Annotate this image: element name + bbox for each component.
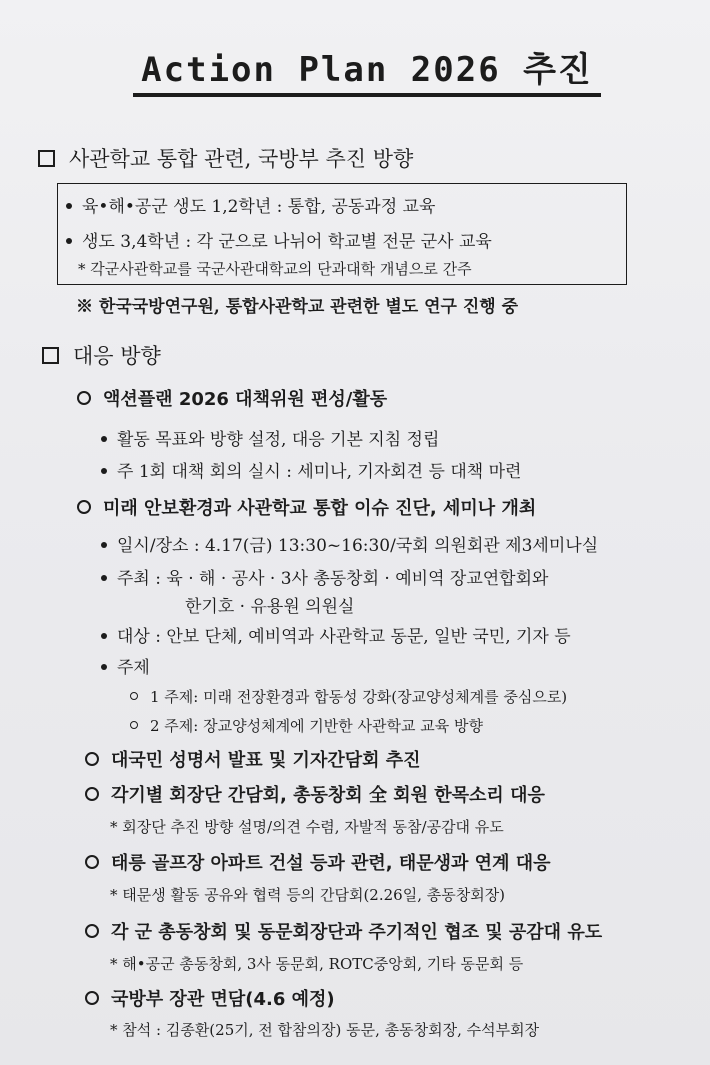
bullet-icon	[101, 468, 107, 474]
circle-bullet-icon	[85, 991, 99, 1005]
subsection-title: 국방부 장관 면담(4.6 예정)	[85, 985, 335, 1011]
circle-bullet-icon	[85, 924, 99, 938]
bullet-icon	[66, 203, 72, 209]
bullet-icon	[101, 542, 107, 548]
subsection-title: 각 군 총동창회 및 동문회장단과 주기적인 협조 및 공감대 유도	[85, 918, 602, 944]
circle-bullet-icon	[77, 391, 91, 405]
document-title: Action Plan 2026 추진	[0, 42, 710, 97]
list-item: 생도 3,4학년 : 각 군으로 나뉘어 학교별 전문 군사 교육	[66, 227, 492, 252]
subsection-title: 미래 안보환경과 사관학교 통합 이슈 진단, 세미나 개최	[77, 494, 536, 520]
bullet-icon	[101, 633, 107, 639]
bullet-icon	[101, 436, 107, 442]
note-item: * 회장단 추진 방향 설명/의견 수렴, 자발적 동참/공감대 유도	[110, 818, 504, 836]
note-item: * 태문생 활동 공유와 협력 등의 간담회(2.26일, 총동창회장)	[110, 886, 506, 904]
list-item: 주최 : 육 · 해 · 공사 · 3사 총동창회 · 예비역 장교연합회와	[101, 564, 548, 589]
small-circle-icon	[130, 721, 138, 729]
list-item: 육•해•공군 생도 1,2학년 : 통합, 공동과정 교육	[66, 192, 435, 217]
subsection-title: 태릉 골프장 아파트 건설 등과 관련, 태문생과 연계 대응	[85, 849, 551, 875]
subsection-title: 각기별 회장단 간담회, 총동창회 全 회원 한목소리 대응	[85, 781, 545, 807]
note-item: * 해•공군 총동창회, 3사 동문회, ROTC중앙회, 기타 동문회 등	[110, 955, 524, 973]
topic-item: 1 주제: 미래 전장환경과 합동성 강화(장교양성체계를 중심으로)	[130, 686, 567, 707]
circle-bullet-icon	[85, 855, 99, 869]
list-item-continuation: 한기호 · 유용원 의원실	[185, 597, 355, 617]
box-note: * 각군사관학교를 국군사관대학교의 단과대학 개념으로 간주	[78, 260, 472, 278]
subsection-title: 대국민 성명서 발표 및 기자간담회 추진	[85, 746, 421, 772]
list-item: 대상 : 안보 단체, 예비역과 사관학교 동문, 일반 국민, 기자 등	[101, 622, 571, 647]
research-note: ※ 한국국방연구원, 통합사관학교 관련한 별도 연구 진행 중	[76, 297, 519, 317]
section-heading-policy: 사관학교 통합 관련, 국방부 추진 방향	[38, 143, 413, 173]
checkbox-square-icon	[38, 150, 55, 167]
topic-item: 2 주제: 장교양성체계에 기반한 사관학교 교육 방향	[130, 715, 483, 736]
circle-bullet-icon	[77, 500, 91, 514]
list-item: 활동 목표와 방향 설정, 대응 기본 지침 정립	[101, 425, 439, 450]
circle-bullet-icon	[85, 787, 99, 801]
list-item: 주 1회 대책 회의 실시 : 세미나, 기자회견 등 대책 마련	[101, 457, 521, 482]
bullet-icon	[101, 664, 107, 670]
bullet-icon	[66, 238, 72, 244]
note-item: * 참석 : 김종환(25기, 전 합참의장) 동문, 총동창회장, 수석부회장	[110, 1021, 540, 1039]
small-circle-icon	[130, 692, 138, 700]
subsection-title: 액션플랜 2026 대책위원 편성/활동	[77, 385, 387, 411]
list-item: 주제	[101, 653, 150, 678]
list-item: 일시/장소 : 4.17(금) 13:30~16:30/국회 의원회관 제3세미나실	[101, 531, 598, 556]
section-heading-response: 대응 방향	[42, 340, 161, 370]
bullet-icon	[101, 575, 107, 581]
checkbox-square-icon	[42, 347, 59, 364]
circle-bullet-icon	[85, 752, 99, 766]
